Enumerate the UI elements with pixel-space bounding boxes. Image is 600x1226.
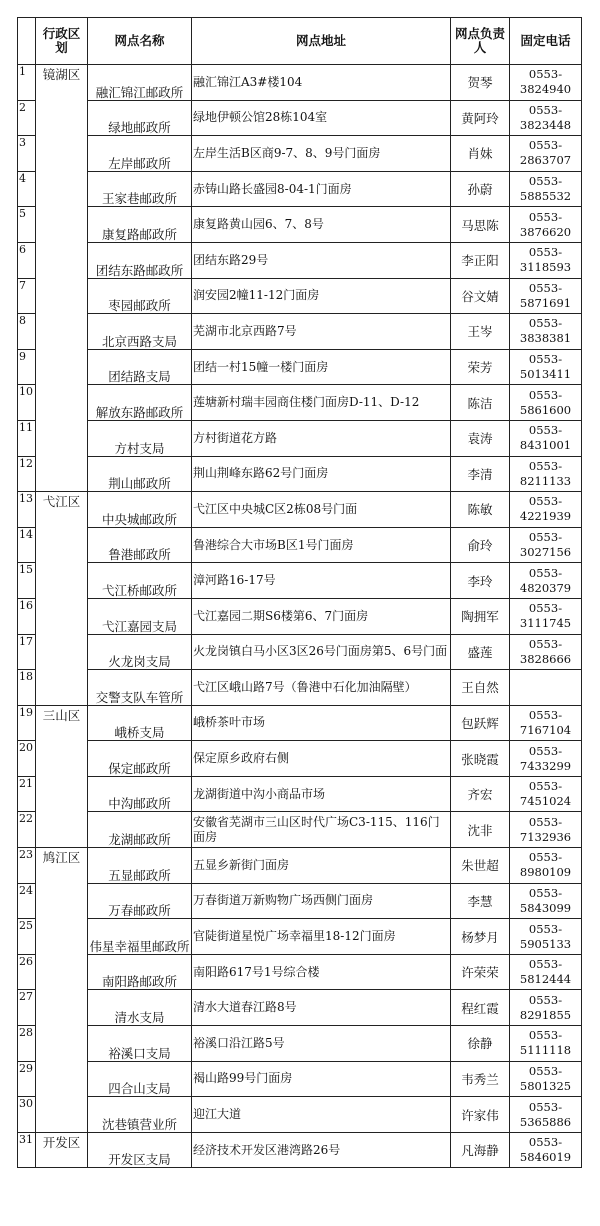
phone-area-code: 0553- bbox=[528, 387, 563, 402]
outlet-phone bbox=[510, 848, 582, 884]
table-row bbox=[18, 812, 582, 848]
outlet-phone bbox=[510, 883, 582, 919]
phone-area-code: 0553- bbox=[528, 957, 563, 972]
outlet-address: 芜湖市北京西路7号 bbox=[192, 314, 451, 350]
outlet-phone bbox=[510, 420, 582, 456]
outlet-phone bbox=[510, 919, 582, 955]
phone-area-code: 0553- bbox=[528, 1099, 563, 1114]
outlet-manager: 韦秀兰 bbox=[451, 1061, 510, 1097]
phone-number: 3111745 bbox=[519, 616, 572, 631]
table-row bbox=[18, 420, 582, 456]
phone-area-code: 0553- bbox=[528, 138, 563, 153]
phone-area-code: 0553- bbox=[528, 316, 563, 331]
outlet-address: 弋江区峨山路7号（鲁港中石化加油隔壁） bbox=[192, 670, 451, 706]
phone-area-code: 0553- bbox=[528, 209, 563, 224]
outlet-phone bbox=[510, 65, 582, 101]
outlet-manager: 孙蔚 bbox=[451, 171, 510, 207]
row-number: 27 bbox=[18, 990, 36, 1026]
outlet-phone bbox=[510, 314, 582, 350]
outlet-manager: 马思陈 bbox=[451, 207, 510, 243]
outlet-name: 北京西路支局 bbox=[88, 314, 192, 350]
row-number: 9 bbox=[18, 349, 36, 385]
outlet-address: 清水大道春江路8号 bbox=[192, 990, 451, 1026]
outlet-manager: 王岑 bbox=[451, 314, 510, 350]
outlet-manager: 李玲 bbox=[451, 563, 510, 599]
row-number: 13 bbox=[18, 492, 36, 528]
outlet-manager: 包跃辉 bbox=[451, 705, 510, 741]
outlet-address: 峨桥茶叶市场 bbox=[192, 705, 451, 741]
phone-number: 3118593 bbox=[519, 260, 572, 275]
table-row bbox=[18, 65, 582, 101]
row-number: 19 bbox=[18, 705, 36, 741]
outlet-address: 火龙岗镇白马小区3区26号门面房第5、6号门面 bbox=[192, 634, 451, 670]
phone-area-code: 0553- bbox=[528, 352, 563, 367]
phone-number: 5111118 bbox=[519, 1043, 572, 1058]
row-number: 1 bbox=[18, 65, 36, 101]
outlet-address: 褐山路99号门面房 bbox=[192, 1061, 451, 1097]
row-number: 2 bbox=[18, 100, 36, 136]
phone-number: 5905133 bbox=[519, 936, 572, 951]
phone-area-code: 0553- bbox=[528, 1135, 563, 1150]
phone-number: 3876620 bbox=[519, 224, 572, 239]
outlet-manager: 盛莲 bbox=[451, 634, 510, 670]
outlet-address: 康复路黄山园6、7、8号 bbox=[192, 207, 451, 243]
table-row bbox=[18, 634, 582, 670]
table-row bbox=[18, 776, 582, 812]
table-row bbox=[18, 278, 582, 314]
outlet-address: 润安园2幢11-12门面房 bbox=[192, 278, 451, 314]
outlet-manager: 朱世超 bbox=[451, 848, 510, 884]
outlet-address: 弋江区中央城C区2栋08号门面 bbox=[192, 492, 451, 528]
phone-number: 3828666 bbox=[519, 651, 572, 666]
outlet-manager: 袁涛 bbox=[451, 420, 510, 456]
outlet-phone bbox=[510, 1097, 582, 1133]
outlet-name: 清水支局 bbox=[88, 990, 192, 1026]
header-address: 网点地址 bbox=[192, 18, 451, 65]
phone-area-code: 0553- bbox=[528, 743, 563, 758]
district-cell: 三山区 bbox=[36, 705, 88, 847]
outlet-phone bbox=[510, 705, 582, 741]
outlet-manager: 李正阳 bbox=[451, 242, 510, 278]
table-row bbox=[18, 456, 582, 492]
row-number: 23 bbox=[18, 848, 36, 884]
outlet-address: 漳河路16-17号 bbox=[192, 563, 451, 599]
outlet-manager: 俞玲 bbox=[451, 527, 510, 563]
phone-area-code: 0553- bbox=[528, 1028, 563, 1043]
phone-area-code: 0553- bbox=[528, 636, 563, 651]
outlet-manager: 黄阿玲 bbox=[451, 100, 510, 136]
outlet-phone bbox=[510, 670, 582, 706]
outlet-phone bbox=[510, 171, 582, 207]
outlet-name: 伟星幸福里邮政所 bbox=[88, 919, 192, 955]
outlet-name: 荆山邮政所 bbox=[88, 456, 192, 492]
phone-number: 5861600 bbox=[519, 402, 572, 417]
table-row bbox=[18, 207, 582, 243]
phone-number: 8211133 bbox=[519, 473, 572, 488]
outlet-manager: 陈洁 bbox=[451, 385, 510, 421]
outlet-name: 万春邮政所 bbox=[88, 883, 192, 919]
phone-area-code: 0553- bbox=[528, 102, 563, 117]
phone-area-code: 0553- bbox=[528, 423, 563, 438]
phone-number: 3027156 bbox=[519, 545, 572, 560]
outlet-address: 弋江嘉园二期S6楼第6、7门面房 bbox=[192, 598, 451, 634]
outlet-phone bbox=[510, 278, 582, 314]
row-number: 5 bbox=[18, 207, 36, 243]
row-number: 31 bbox=[18, 1132, 36, 1168]
table-row bbox=[18, 242, 582, 278]
outlet-name: 保定邮政所 bbox=[88, 741, 192, 777]
outlet-manager: 张晓霞 bbox=[451, 741, 510, 777]
outlet-address: 团结东路29号 bbox=[192, 242, 451, 278]
district-cell: 开发区 bbox=[36, 1132, 88, 1168]
outlet-name: 开发区支局 bbox=[88, 1132, 192, 1168]
outlet-name: 弋江嘉园支局 bbox=[88, 598, 192, 634]
outlet-manager: 荣芳 bbox=[451, 349, 510, 385]
outlet-phone bbox=[510, 492, 582, 528]
outlet-address: 团结一村15幢一楼门面房 bbox=[192, 349, 451, 385]
row-number: 28 bbox=[18, 1026, 36, 1062]
outlet-phone bbox=[510, 634, 582, 670]
outlet-name: 王家巷邮政所 bbox=[88, 171, 192, 207]
outlet-manager: 李慧 bbox=[451, 883, 510, 919]
table-row bbox=[18, 848, 582, 884]
outlet-phone bbox=[510, 207, 582, 243]
outlet-address: 五显乡新街门面房 bbox=[192, 848, 451, 884]
header-name: 网点名称 bbox=[88, 18, 192, 65]
outlet-phone bbox=[510, 456, 582, 492]
outlet-phone bbox=[510, 990, 582, 1026]
outlet-manager: 陈敏 bbox=[451, 492, 510, 528]
header-manager: 网点负责人 bbox=[451, 18, 510, 65]
outlet-phone bbox=[510, 100, 582, 136]
table-row bbox=[18, 563, 582, 599]
phone-area-code: 0553- bbox=[528, 530, 563, 545]
row-number: 20 bbox=[18, 741, 36, 777]
row-number: 15 bbox=[18, 563, 36, 599]
outlet-phone bbox=[510, 1132, 582, 1168]
phone-number: 2863707 bbox=[519, 153, 572, 168]
table-row bbox=[18, 741, 582, 777]
outlet-phone bbox=[510, 741, 582, 777]
phone-area-code: 0553- bbox=[528, 1063, 563, 1078]
outlet-address: 官陡街道星悦广场幸福里18-12门面房 bbox=[192, 919, 451, 955]
outlet-name: 沈巷镇营业所 bbox=[88, 1097, 192, 1133]
outlet-manager: 凡海静 bbox=[451, 1132, 510, 1168]
outlet-name: 团结路支局 bbox=[88, 349, 192, 385]
phone-number: 8291855 bbox=[519, 1007, 572, 1022]
table-row bbox=[18, 171, 582, 207]
outlet-name: 龙湖邮政所 bbox=[88, 812, 192, 848]
header-index bbox=[18, 18, 36, 65]
outlet-name: 融汇锦江邮政所 bbox=[88, 65, 192, 101]
outlet-address: 安徽省芜湖市三山区时代广场C3-115、116门面房 bbox=[192, 812, 451, 848]
phone-area-code: 0553- bbox=[528, 707, 563, 722]
outlet-phone bbox=[510, 1061, 582, 1097]
row-number: 8 bbox=[18, 314, 36, 350]
outlet-phone bbox=[510, 598, 582, 634]
phone-number: 3824940 bbox=[519, 82, 572, 97]
outlet-manager: 沈非 bbox=[451, 812, 510, 848]
outlet-address: 迎江大道 bbox=[192, 1097, 451, 1133]
table-row bbox=[18, 314, 582, 350]
district-cell: 弋江区 bbox=[36, 492, 88, 706]
row-number: 29 bbox=[18, 1061, 36, 1097]
phone-number: 5846019 bbox=[519, 1150, 572, 1165]
row-number: 17 bbox=[18, 634, 36, 670]
row-number: 21 bbox=[18, 776, 36, 812]
outlet-address: 裕溪口沿江路5号 bbox=[192, 1026, 451, 1062]
outlet-name: 团结东路邮政所 bbox=[88, 242, 192, 278]
table-row bbox=[18, 492, 582, 528]
outlet-address: 融汇锦江A3#楼104 bbox=[192, 65, 451, 101]
outlet-name: 峨桥支局 bbox=[88, 705, 192, 741]
row-number: 14 bbox=[18, 527, 36, 563]
phone-area-code: 0553- bbox=[528, 67, 563, 82]
table-row bbox=[18, 385, 582, 421]
phone-number: 3838381 bbox=[519, 331, 572, 346]
row-number: 18 bbox=[18, 670, 36, 706]
outlet-address: 南阳路617号1号综合楼 bbox=[192, 954, 451, 990]
outlet-name: 南阳路邮政所 bbox=[88, 954, 192, 990]
outlet-name: 康复路邮政所 bbox=[88, 207, 192, 243]
outlet-name: 绿地邮政所 bbox=[88, 100, 192, 136]
table-row bbox=[18, 919, 582, 955]
row-number: 7 bbox=[18, 278, 36, 314]
row-number: 12 bbox=[18, 456, 36, 492]
outlet-name: 火龙岗支局 bbox=[88, 634, 192, 670]
outlet-address: 方村街道花方路 bbox=[192, 420, 451, 456]
outlet-name: 交警支队车管所 bbox=[88, 670, 192, 706]
outlet-name: 弋江桥邮政所 bbox=[88, 563, 192, 599]
row-number: 4 bbox=[18, 171, 36, 207]
outlet-manager: 肖妹 bbox=[451, 136, 510, 172]
table-body bbox=[18, 65, 582, 1168]
district-cell: 镜湖区 bbox=[36, 65, 88, 492]
phone-area-code: 0553- bbox=[528, 494, 563, 509]
outlet-address: 莲塘新村瑞丰园商住楼门面房D-11、D-12 bbox=[192, 385, 451, 421]
phone-area-code: 0553- bbox=[528, 458, 563, 473]
outlet-name: 中央城邮政所 bbox=[88, 492, 192, 528]
outlet-phone bbox=[510, 776, 582, 812]
phone-number: 4221939 bbox=[519, 509, 572, 524]
row-number: 6 bbox=[18, 242, 36, 278]
outlet-phone bbox=[510, 136, 582, 172]
outlet-manager: 许家伟 bbox=[451, 1097, 510, 1133]
table-row bbox=[18, 1061, 582, 1097]
table-row bbox=[18, 990, 582, 1026]
outlet-address: 万春街道万新购物广场西侧门面房 bbox=[192, 883, 451, 919]
table-row bbox=[18, 100, 582, 136]
phone-area-code: 0553- bbox=[528, 280, 563, 295]
table-row bbox=[18, 136, 582, 172]
outlet-name: 四合山支局 bbox=[88, 1061, 192, 1097]
phone-number: 5885532 bbox=[519, 189, 572, 204]
phone-number: 7132936 bbox=[519, 829, 572, 844]
table-row bbox=[18, 1026, 582, 1062]
outlet-phone bbox=[510, 954, 582, 990]
outlet-phone bbox=[510, 242, 582, 278]
outlet-phone bbox=[510, 527, 582, 563]
row-number: 22 bbox=[18, 812, 36, 848]
row-number: 24 bbox=[18, 883, 36, 919]
outlet-phone bbox=[510, 1026, 582, 1062]
phone-number: 5843099 bbox=[519, 900, 572, 915]
row-number: 10 bbox=[18, 385, 36, 421]
row-number: 30 bbox=[18, 1097, 36, 1133]
phone-number: 5013411 bbox=[519, 367, 572, 382]
table-row bbox=[18, 1097, 582, 1133]
table-row bbox=[18, 705, 582, 741]
outlet-manager: 贺琴 bbox=[451, 65, 510, 101]
phone-number: 4820379 bbox=[519, 580, 572, 595]
outlet-manager: 许荣荣 bbox=[451, 954, 510, 990]
outlet-manager: 陶拥军 bbox=[451, 598, 510, 634]
outlet-table bbox=[17, 17, 582, 1168]
outlet-name: 方村支局 bbox=[88, 420, 192, 456]
phone-number: 5812444 bbox=[519, 972, 572, 987]
district-cell: 鸠江区 bbox=[36, 848, 88, 1133]
phone-area-code: 0553- bbox=[528, 814, 563, 829]
outlet-address: 经济技术开发区港湾路26号 bbox=[192, 1132, 451, 1168]
phone-number: 5871691 bbox=[519, 295, 572, 310]
outlet-manager: 齐宏 bbox=[451, 776, 510, 812]
row-number: 3 bbox=[18, 136, 36, 172]
table-row bbox=[18, 1132, 582, 1168]
row-number: 26 bbox=[18, 954, 36, 990]
outlet-name: 鲁港邮政所 bbox=[88, 527, 192, 563]
row-number: 25 bbox=[18, 919, 36, 955]
outlet-address: 绿地伊顿公馆28栋104室 bbox=[192, 100, 451, 136]
outlet-phone bbox=[510, 812, 582, 848]
row-number: 11 bbox=[18, 420, 36, 456]
outlet-manager: 王自然 bbox=[451, 670, 510, 706]
table-row bbox=[18, 954, 582, 990]
header-district: 行政区划 bbox=[36, 18, 88, 65]
phone-area-code: 0553- bbox=[528, 245, 563, 260]
outlet-address: 龙湖街道中沟小商品市场 bbox=[192, 776, 451, 812]
outlet-manager: 徐静 bbox=[451, 1026, 510, 1062]
outlet-name: 枣园邮政所 bbox=[88, 278, 192, 314]
header-phone: 固定电话 bbox=[510, 18, 582, 65]
outlet-address: 保定原乡政府右侧 bbox=[192, 741, 451, 777]
outlet-address: 左岸生活B区商9-7、8、9号门面房 bbox=[192, 136, 451, 172]
phone-area-code: 0553- bbox=[528, 601, 563, 616]
table-row bbox=[18, 527, 582, 563]
outlet-manager: 谷文婧 bbox=[451, 278, 510, 314]
table-row bbox=[18, 883, 582, 919]
outlet-name: 五显邮政所 bbox=[88, 848, 192, 884]
phone-area-code: 0553- bbox=[528, 885, 563, 900]
outlet-name: 左岸邮政所 bbox=[88, 136, 192, 172]
table-row bbox=[18, 349, 582, 385]
outlet-address: 鲁港综合大市场B区1号门面房 bbox=[192, 527, 451, 563]
outlet-address: 荆山荆峰东路62号门面房 bbox=[192, 456, 451, 492]
outlet-phone bbox=[510, 349, 582, 385]
row-number: 16 bbox=[18, 598, 36, 634]
phone-area-code: 0553- bbox=[528, 921, 563, 936]
phone-number: 7433299 bbox=[519, 758, 572, 773]
outlet-manager: 李清 bbox=[451, 456, 510, 492]
outlet-manager: 杨梦月 bbox=[451, 919, 510, 955]
outlet-name: 裕溪口支局 bbox=[88, 1026, 192, 1062]
phone-area-code: 0553- bbox=[528, 565, 563, 580]
phone-number: 5365886 bbox=[519, 1114, 572, 1129]
phone-area-code: 0553- bbox=[528, 174, 563, 189]
phone-number: 8980109 bbox=[519, 865, 572, 880]
header-row bbox=[18, 18, 582, 65]
outlet-phone bbox=[510, 563, 582, 599]
outlet-phone bbox=[510, 385, 582, 421]
outlet-manager: 程红霞 bbox=[451, 990, 510, 1026]
phone-area-code: 0553- bbox=[528, 779, 563, 794]
table-row bbox=[18, 598, 582, 634]
phone-number: 8431001 bbox=[519, 438, 572, 453]
phone-number: 3823448 bbox=[519, 117, 572, 132]
outlet-name: 解放东路邮政所 bbox=[88, 385, 192, 421]
phone-area-code: 0553- bbox=[528, 850, 563, 865]
phone-area-code: 0553- bbox=[528, 992, 563, 1007]
phone-number: 7451024 bbox=[519, 794, 572, 809]
phone-number: 7167104 bbox=[519, 722, 572, 737]
table-row bbox=[18, 670, 582, 706]
outlet-name: 中沟邮政所 bbox=[88, 776, 192, 812]
phone-number: 5801325 bbox=[519, 1078, 572, 1093]
outlet-address: 赤铸山路长盛园8-04-1门面房 bbox=[192, 171, 451, 207]
